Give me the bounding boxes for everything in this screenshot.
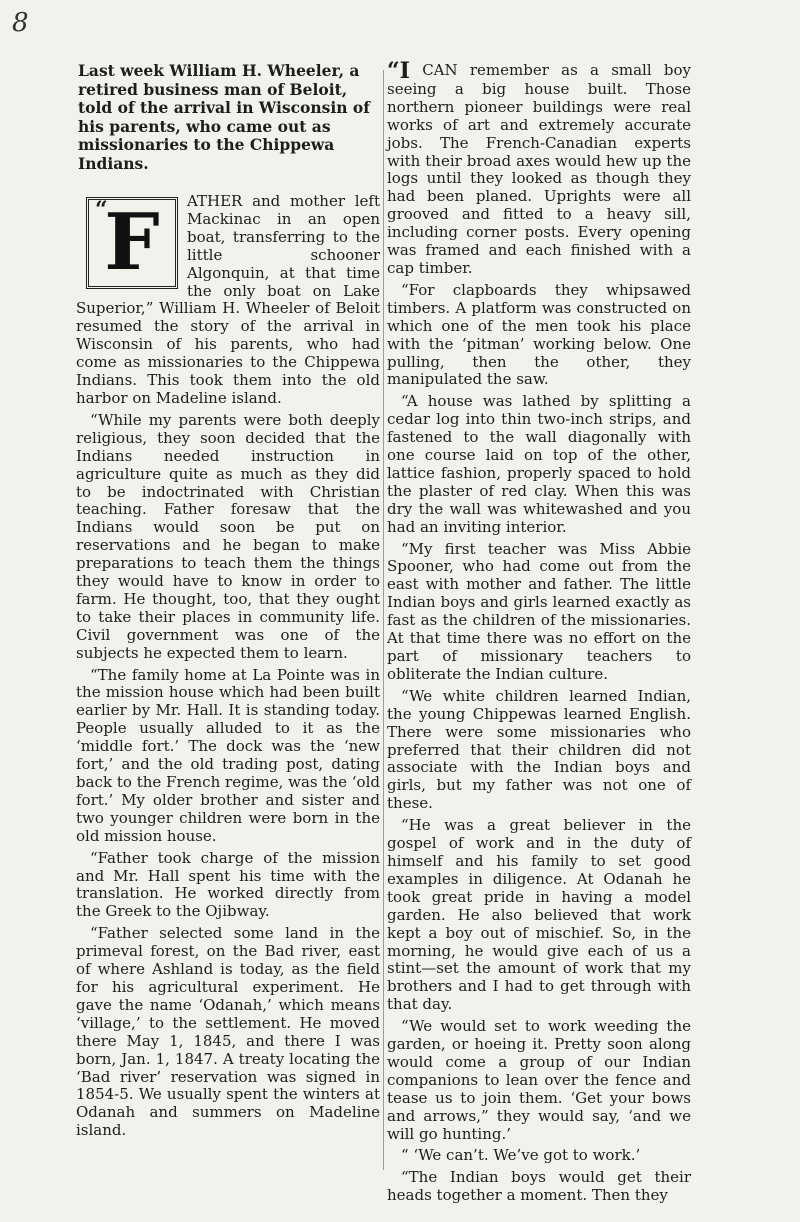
drop-cap-quote: “ <box>95 197 108 223</box>
right-paragraph-1 <box>387 58 691 278</box>
right-paragraph-4: “My first teacher was Miss Abbie Spooner, who had come out from the east with mother and father. The little Indian boys and girls learned exactly as fast as the children of the missionaries. At that time there was no effort on the part of missionary teachers to obliterate the Indian culture. <box>387 539 691 683</box>
right-paragraph-8: “ ‘We can’t. We’ve got to work.’ <box>401 1146 641 1165</box>
drop-cap-letter: F <box>104 197 160 288</box>
right-paragraph-6: “He was a great believer in the gospel of work and in the duty of himself and his family to set good examples in diligence. At Odanah he took great pride in having a model garden. He also believed that work kept a boy out of mischief. So, in the morning, he would give each of us a stint—set the amount of work that my brothers and I had to get through with that day. <box>387 816 691 1014</box>
left-paragraph-4: “Father took charge of the mission and Mr. Hall spent his time with the translation. He worked directly from the Greek to the Ojibway. <box>76 848 380 921</box>
article-intro: Last week William H. Wheeler, a retired business man of Beloit, told of the arrival in Wisconsin of his parents, who came out as missionaries to the Chippewa Indians. <box>78 61 370 173</box>
page-number-mark: 8 <box>12 8 29 38</box>
drop-cap-initial <box>86 197 178 289</box>
right-paragraph-1-text: CAN remember as a small boy seeing a big house built. Those northern pioneer buildings were real works of art and extremely accurate jobs. The French-Canadian experts with their broad axes would hew up the logs until they looked as though they had been planed. Uprights were all grooved and fitted to a heavy sill, including corner posts. Every opening was framed and each finished with a cap timber. <box>387 61 691 277</box>
right-column <box>387 58 691 1209</box>
right-paragraph-7: “We would set to work weeding the garden, or hoeing it. Pretty soon along would come a group of our Indian companions to lean over the fence and tease us to join them. ‘Get your bows and arrows,” they would say, ‘and we will go hunting.’ <box>387 1017 691 1143</box>
left-paragraph-3: “The family home at La Pointe was in the mission house which had been built earlier by Mr. Hall. It is standing today. People usually alluded to it as the ‘middle fort.’ The dock was the ‘new fort,’ and the old trading post, dating back to the French regime, was the ‘old fort.’ My older brother and sister and two younger children were born in the old mission house. <box>76 665 380 845</box>
right-paragraph-9: “The Indian boys would get their heads together a moment. Then they <box>387 1168 691 1205</box>
left-paragraph-5: “Father selected some land in the primeval forest, on the Bad river, east of where Ashland is today, as the field for his agricultural experiment. He gave the name ‘Odanah,’ which means ‘village,’ to the settlement. He moved there May 1, 1845, and there I was born, Jan. 1, 1847. A treaty locating the ‘Bad river’ reservation was signed in 1854-5. We usually spent the winters at Odanah and summers on Madeline island. <box>76 924 380 1140</box>
left-paragraph-1 <box>76 193 380 408</box>
right-paragraph-5: “We white children learned Indian, the young Chippewas learned English. There were some missionaries who preferred that their children did not associate with the Indian boys and girls, but my father was not one of these. <box>387 686 691 813</box>
right-paragraph-3: “A house was lathed by splitting a cedar log into thin two-inch strips, and fastened to the wall diagonally with one course laid on top of the other, lattice fashion, properly spaced to hold the plaster of red clay. When this was dry the wall was whitewashed and you had an inviting interior. <box>387 392 691 536</box>
lead-capital: “I <box>387 58 410 84</box>
left-column <box>76 62 380 1144</box>
column-divider <box>383 70 384 1170</box>
left-paragraph-1-text: ATHER and mother left Mackinac in an open boat, transferring to the little schooner Algonquin, at that time the only boat on Lake Superior,” William H. Wheeler of Beloit resumed the story of the arrival in Wisconsin of his parents, who had come as missionaries to the Chippewa Indians. This took them into the old harbor on Madeline island. <box>76 192 380 407</box>
left-paragraph-2: “While my parents were both deeply religious, they soon decided that the Indians needed instruction in agriculture quite as much as they did to be indoctrinated with Christian teaching. Father foresaw that the Indians would soon be put on reservations and he began to make preparations to teach them the things they would have to know in order to farm. He thought, too, that they ought to take their places in community life. Civil government was one of the subjects he expected them to learn. <box>76 410 380 662</box>
right-paragraph-2: “For clapboards they whipsawed timbers. A platform was constructed on which one of the men took his place with the ‘pitman’ working below. One pulling, then the other, they manipulated the saw. <box>387 280 691 389</box>
